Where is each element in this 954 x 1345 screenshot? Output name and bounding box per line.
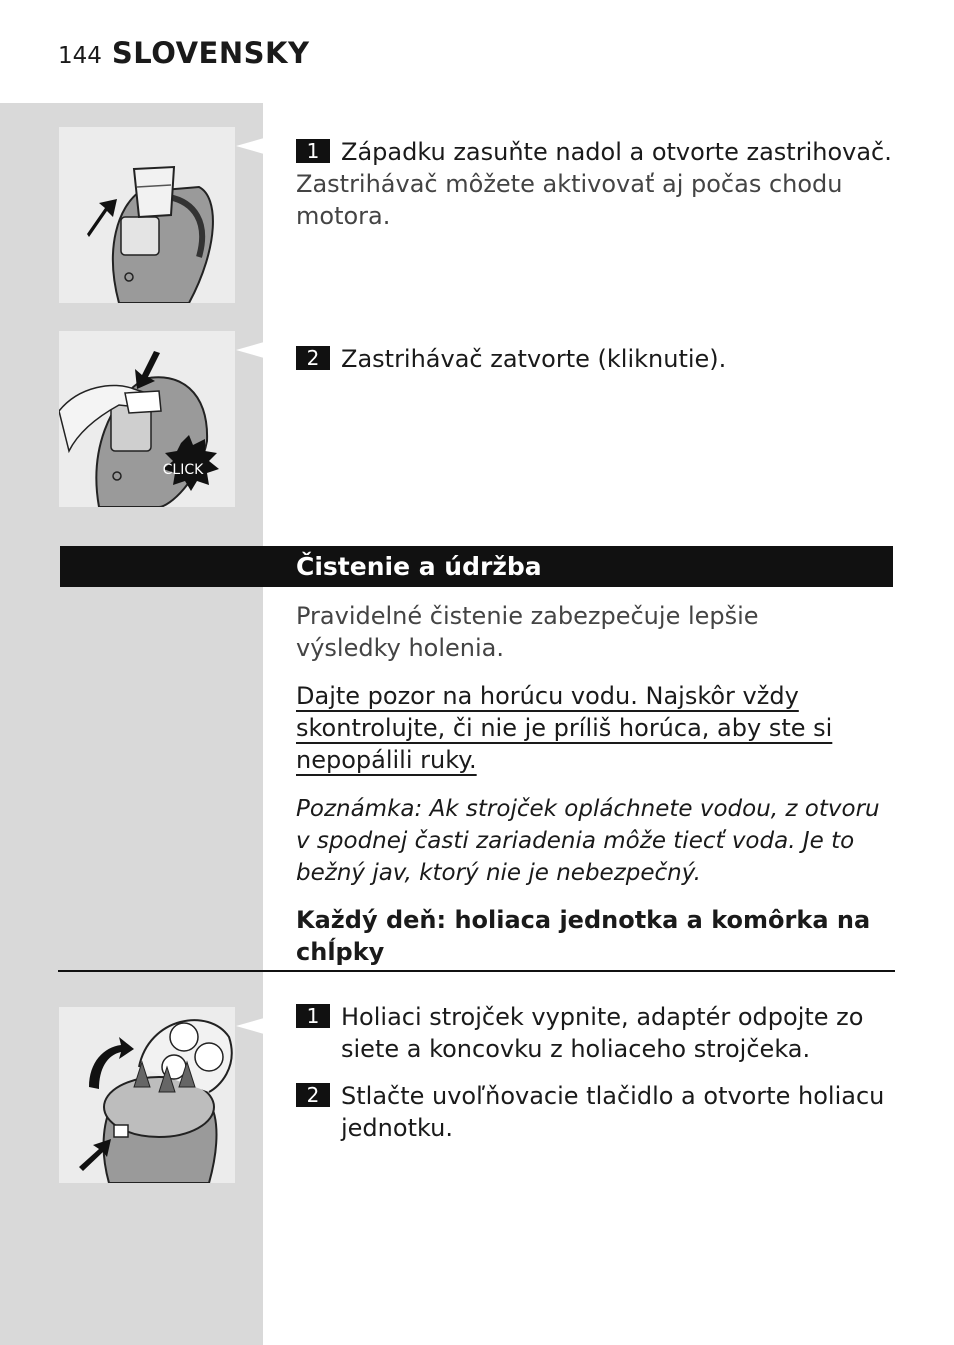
- step-number-badge: 2: [296, 346, 330, 370]
- trimmer-open-illustration: [59, 127, 235, 303]
- hot-water-warning-text: Dajte pozor na horúcu vodu. Najskôr vždy skontrolujte, či nie je príliš horúca, aby ste si nepopálili ruky.: [296, 682, 833, 774]
- trimmer-step-1: [296, 136, 896, 232]
- section-title: Čistenie a údržba: [296, 552, 542, 581]
- trimmer-step-1-text: Západku zasuňte nadol a otvorte zastrihovač.: [341, 138, 892, 166]
- page-language: SLOVENSKY: [111, 36, 310, 70]
- cleaning-step-2: [296, 1080, 921, 1144]
- cleaning-step-1-text: Holiaci strojček vypnite, adaptér odpojte zo siete a koncovku z holiaceho strojčeka.: [341, 1003, 864, 1063]
- step-number-badge: 1: [296, 1004, 330, 1028]
- cleaning-step-1: [296, 1001, 921, 1065]
- click-label: CLICK: [162, 462, 204, 478]
- page-number: 144: [58, 43, 102, 69]
- section-divider: [58, 970, 895, 972]
- daily-cleaning-subheading: Každý deň: holiaca jednotka a komôrka na chĺpky: [296, 906, 871, 966]
- trimmer-step-2: [296, 343, 896, 375]
- step-number-badge: 2: [296, 1083, 330, 1107]
- hot-water-warning: [296, 680, 856, 776]
- trimmer-close-illustration: [59, 331, 235, 507]
- trimmer-step-2-text: Zastrihávač zatvorte (kliknutie).: [341, 345, 727, 373]
- shaving-unit-open-illustration: [59, 1007, 235, 1183]
- step-number-badge: 1: [296, 139, 330, 163]
- cleaning-intro: Pravidelné čistenie zabezpečuje lepšie výsledky holenia.: [296, 602, 759, 662]
- figure-pointer: [236, 342, 264, 358]
- page-header: [58, 36, 310, 70]
- cleaning-step-2-text: Stlačte uvoľňovacie tlačidlo a otvorte holiacu jednotku.: [341, 1082, 885, 1142]
- cleaning-note: Poznámka: Ak strojček opláchnete vodou, z otvoru v spodnej časti zariadenia môže tiecť voda. Je to bežný jav, ktorý nie je nebezpečný.: [296, 796, 880, 886]
- figure-pointer: [236, 1018, 264, 1034]
- trimmer-step-1-subtext: Zastrihávač môžete aktivovať aj počas chodu motora.: [296, 170, 843, 230]
- figure-pointer: [236, 138, 264, 154]
